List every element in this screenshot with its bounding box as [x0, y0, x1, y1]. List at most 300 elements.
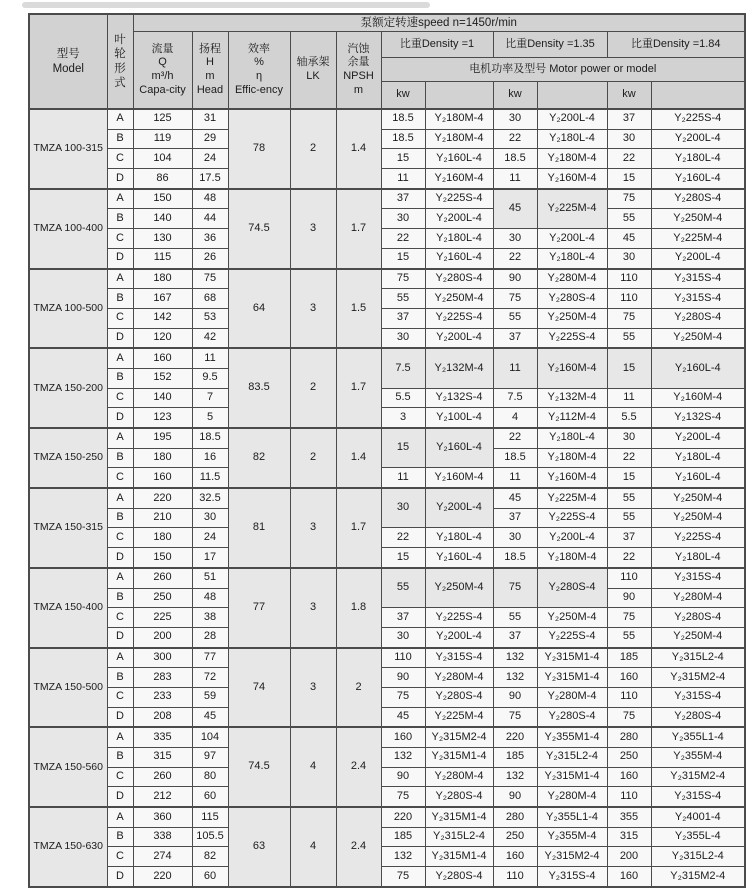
impeller-cell: A [107, 568, 133, 588]
impeller-cell: B [107, 668, 133, 688]
kw-header-3: kw [607, 82, 651, 110]
flow-cell: 119 [133, 129, 192, 149]
motor-model-cell: Y₂315M2-4 [651, 767, 745, 787]
model-cell: TMZA 150-560 [29, 727, 107, 807]
motor-model-cell: Y₂180L-4 [537, 428, 607, 448]
flow-cell: 120 [133, 328, 192, 348]
col-header-impeller: 叶 轮 形 式 [107, 14, 133, 109]
model-cell: TMZA 150-630 [29, 807, 107, 887]
kw-cell: 37 [493, 627, 537, 647]
flow-cell: 225 [133, 608, 192, 628]
motor-model-cell: Y₂315M1-4 [425, 847, 493, 867]
head-cell: 42 [192, 328, 228, 348]
kw-cell: 30 [607, 129, 651, 149]
npsh-cell: 1.7 [336, 348, 381, 428]
motor-model-cell: Y₂200L-4 [425, 328, 493, 348]
kw-cell: 22 [493, 428, 537, 448]
kw-cell: 110 [607, 269, 651, 289]
kw-cell: 280 [493, 807, 537, 827]
impeller-cell: B [107, 209, 133, 229]
kw-cell: 11 [493, 169, 537, 189]
impeller-cell: C [107, 308, 133, 328]
kw-header-1: kw [381, 82, 425, 110]
kw-cell: 3 [381, 408, 425, 428]
motor-model-cell: Y₂200L-4 [651, 248, 745, 268]
kw-cell: 22 [493, 129, 537, 149]
kw-cell: 15 [381, 428, 425, 468]
table-row [29, 608, 745, 628]
motor-model-cell: Y₂225S-4 [537, 627, 607, 647]
motor-model-cell: Y₂160M-4 [651, 388, 745, 408]
kw-cell: 11 [493, 468, 537, 488]
table-row [29, 209, 745, 229]
kw-cell: 160 [607, 867, 651, 887]
efficiency-cell: 78 [228, 109, 290, 189]
kw-cell: 7.5 [493, 388, 537, 408]
flow-cell: 283 [133, 668, 192, 688]
table-row [29, 269, 745, 289]
motor-model-cell: Y₂315L2-4 [537, 748, 607, 768]
motor-model-cell: Y₂225M-4 [537, 488, 607, 508]
bearing-cell: 3 [290, 568, 336, 648]
bearing-cell: 3 [290, 189, 336, 269]
head-cell: 82 [192, 847, 228, 867]
motor-model-cell: Y₂225S-4 [651, 528, 745, 548]
motor-model-cell: Y₂200L-4 [425, 627, 493, 647]
motor-model-cell: Y₂315M1-4 [537, 767, 607, 787]
head-cell: 17.5 [192, 169, 228, 189]
kw-cell: 132 [381, 748, 425, 768]
col-header-bearing: 轴承架 LK [290, 32, 336, 110]
motor-model-cell: Y₂225S-4 [425, 308, 493, 328]
head-cell: 29 [192, 129, 228, 149]
bearing-cell: 3 [290, 648, 336, 728]
table-row [29, 807, 745, 827]
kw-cell: 7.5 [381, 348, 425, 388]
head-cell: 104 [192, 727, 228, 747]
kw-cell: 55 [381, 568, 425, 608]
impeller-cell: C [107, 149, 133, 169]
motor-model-cell: Y₂180M-4 [537, 548, 607, 568]
table-row [29, 289, 745, 309]
kw-cell: 110 [607, 289, 651, 309]
motor-model-cell: Y₂180L-4 [537, 129, 607, 149]
npsh-cell: 2.4 [336, 807, 381, 887]
table-row [29, 328, 745, 348]
kw-cell: 30 [607, 428, 651, 448]
motor-model-cell: Y₂225M-4 [651, 229, 745, 249]
table-row [29, 428, 745, 448]
npsh-cell: 2.4 [336, 727, 381, 807]
motor-model-cell: Y₂132S-4 [425, 388, 493, 408]
kw-cell: 4 [493, 408, 537, 428]
motor-model-cell: Y₂160L-4 [651, 348, 745, 388]
kw-cell: 185 [607, 648, 651, 668]
table-row [29, 189, 745, 209]
head-cell: 32.5 [192, 488, 228, 508]
kw-cell: 15 [381, 149, 425, 169]
motor-model-cell: Y₂132M-4 [537, 388, 607, 408]
kw-cell: 45 [381, 707, 425, 727]
flow-cell: 115 [133, 248, 192, 268]
motor-model-cell: Y₂180L-4 [425, 229, 493, 249]
pump-specs-table [28, 13, 746, 888]
efficiency-cell: 82 [228, 428, 290, 488]
impeller-cell: A [107, 109, 133, 129]
kw-cell: 160 [607, 668, 651, 688]
flow-cell: 195 [133, 428, 192, 448]
col-header-density-1: 比重Density =1 [381, 32, 493, 58]
motor-model-cell: Y₂250M-4 [425, 289, 493, 309]
head-cell: 24 [192, 149, 228, 169]
motor-model-cell: Y₂160L-4 [651, 169, 745, 189]
motor-model-cell: Y₂280S-4 [651, 189, 745, 209]
motor-model-cell: Y₂4001-4 [651, 807, 745, 827]
kw-cell: 37 [381, 308, 425, 328]
table-row [29, 707, 745, 727]
impeller-cell: A [107, 348, 133, 368]
motor-model-cell: Y₂280S-4 [425, 269, 493, 289]
kw-cell: 55 [607, 508, 651, 528]
kw-cell: 37 [493, 328, 537, 348]
kw-cell: 160 [493, 847, 537, 867]
kw-header-2: kw [493, 82, 537, 110]
kw-cell: 250 [607, 748, 651, 768]
motor-model-cell: Y₂280S-4 [651, 707, 745, 727]
table-row [29, 109, 745, 129]
head-cell: 31 [192, 109, 228, 129]
bearing-cell: 2 [290, 109, 336, 189]
col-header-efficiency: 效率 % η Effic-ency [228, 32, 290, 110]
motor-model-cell: Y₂160L-4 [425, 428, 493, 468]
flow-cell: 220 [133, 488, 192, 508]
kw-cell: 45 [493, 488, 537, 508]
flow-cell: 315 [133, 748, 192, 768]
motor-model-cell: Y₂355M1-4 [537, 727, 607, 747]
kw-cell: 75 [381, 687, 425, 707]
kw-cell: 22 [381, 528, 425, 548]
motor-model-cell: Y₂280S-4 [651, 608, 745, 628]
motor-model-header-3 [651, 82, 745, 110]
impeller-cell: B [107, 368, 133, 388]
motor-model-cell: Y₂132S-4 [651, 408, 745, 428]
flow-cell: 208 [133, 707, 192, 727]
motor-model-cell: Y₂280M-4 [537, 787, 607, 807]
kw-cell: 185 [493, 748, 537, 768]
impeller-cell: A [107, 269, 133, 289]
motor-model-cell: Y₂355L-4 [651, 827, 745, 847]
model-cell: TMZA 100-500 [29, 269, 107, 349]
flow-cell: 200 [133, 627, 192, 647]
motor-model-cell: Y₂250M-4 [651, 508, 745, 528]
motor-model-cell: Y₂225M-4 [537, 189, 607, 229]
head-cell: 24 [192, 528, 228, 548]
efficiency-cell: 74 [228, 648, 290, 728]
motor-model-cell: Y₂280S-4 [425, 687, 493, 707]
npsh-cell: 1.7 [336, 488, 381, 568]
flow-cell: 260 [133, 767, 192, 787]
impeller-cell: B [107, 448, 133, 468]
kw-cell: 30 [381, 328, 425, 348]
kw-cell: 90 [607, 588, 651, 608]
impeller-cell: C [107, 608, 133, 628]
head-cell: 16 [192, 448, 228, 468]
kw-cell: 11 [381, 468, 425, 488]
kw-cell: 5.5 [381, 388, 425, 408]
col-header-density-184: 比重Density =1.84 [607, 32, 745, 58]
motor-model-cell: Y₂280M-4 [537, 269, 607, 289]
table-row [29, 847, 745, 867]
flow-cell: 250 [133, 588, 192, 608]
motor-model-cell: Y₂355M-4 [651, 748, 745, 768]
header-row-density [29, 32, 745, 58]
head-cell: 97 [192, 748, 228, 768]
motor-model-cell: Y₂280M-4 [537, 687, 607, 707]
flow-cell: 152 [133, 368, 192, 388]
impeller-cell: A [107, 488, 133, 508]
flow-cell: 125 [133, 109, 192, 129]
impeller-cell: A [107, 727, 133, 747]
npsh-cell: 1.5 [336, 269, 381, 349]
kw-cell: 30 [381, 488, 425, 528]
kw-cell: 75 [381, 867, 425, 887]
kw-cell: 45 [607, 229, 651, 249]
head-cell: 51 [192, 568, 228, 588]
motor-model-cell: Y₂250M-4 [425, 568, 493, 608]
kw-cell: 75 [607, 308, 651, 328]
kw-cell: 55 [381, 289, 425, 309]
kw-cell: 5.5 [607, 408, 651, 428]
kw-cell: 22 [381, 229, 425, 249]
head-cell: 5 [192, 408, 228, 428]
table-row [29, 528, 745, 548]
model-cell: TMZA 150-200 [29, 348, 107, 428]
motor-model-cell: Y₂180M-4 [425, 109, 493, 129]
motor-model-cell: Y₂315M1-4 [425, 807, 493, 827]
model-cell: TMZA 150-250 [29, 428, 107, 488]
table-row [29, 727, 745, 747]
kw-cell: 37 [493, 508, 537, 528]
flow-cell: 212 [133, 787, 192, 807]
kw-cell: 37 [607, 528, 651, 548]
model-cell: TMZA 150-500 [29, 648, 107, 728]
flow-cell: 130 [133, 229, 192, 249]
motor-model-cell: Y₂280S-4 [537, 707, 607, 727]
bearing-cell: 3 [290, 488, 336, 568]
model-cell: TMZA 150-315 [29, 488, 107, 568]
kw-cell: 75 [381, 787, 425, 807]
kw-cell: 250 [493, 827, 537, 847]
col-header-density-135: 比重Density =1.35 [493, 32, 607, 58]
kw-cell: 22 [607, 548, 651, 568]
motor-model-cell: Y₂315M1-4 [537, 648, 607, 668]
flow-cell: 220 [133, 867, 192, 887]
head-cell: 36 [192, 229, 228, 249]
bearing-cell: 3 [290, 269, 336, 349]
impeller-cell: D [107, 248, 133, 268]
flow-cell: 150 [133, 548, 192, 568]
impeller-cell: D [107, 328, 133, 348]
kw-cell: 30 [381, 209, 425, 229]
impeller-cell: A [107, 428, 133, 448]
kw-cell: 280 [607, 727, 651, 747]
flow-cell: 180 [133, 269, 192, 289]
kw-cell: 55 [607, 328, 651, 348]
model-cell: TMZA 150-400 [29, 568, 107, 648]
impeller-cell: D [107, 707, 133, 727]
flow-cell: 300 [133, 648, 192, 668]
head-cell: 60 [192, 867, 228, 887]
motor-model-cell: Y₂180L-4 [425, 528, 493, 548]
table-row [29, 468, 745, 488]
efficiency-cell: 74.5 [228, 727, 290, 807]
kw-cell: 30 [493, 229, 537, 249]
kw-cell: 18.5 [381, 129, 425, 149]
table-row [29, 787, 745, 807]
kw-cell: 90 [381, 668, 425, 688]
motor-model-cell: Y₂200L-4 [651, 129, 745, 149]
motor-model-cell: Y₂180L-4 [537, 248, 607, 268]
col-header-flow: 流量 Q m³/h Capa-city [133, 32, 192, 110]
impeller-cell: D [107, 867, 133, 887]
kw-cell: 15 [607, 468, 651, 488]
kw-cell: 220 [493, 727, 537, 747]
table-row [29, 229, 745, 249]
flow-cell: 140 [133, 388, 192, 408]
kw-cell: 90 [493, 787, 537, 807]
motor-model-cell: Y₂225S-4 [537, 328, 607, 348]
motor-model-cell: Y₂315M1-4 [425, 748, 493, 768]
head-cell: 28 [192, 627, 228, 647]
table-row [29, 308, 745, 328]
col-header-npsh: 汽蚀 余量 NPSH m [336, 32, 381, 110]
motor-model-cell: Y₂250M-4 [651, 209, 745, 229]
table-row [29, 488, 745, 508]
table-row [29, 548, 745, 568]
kw-cell: 18.5 [493, 149, 537, 169]
head-cell: 115 [192, 807, 228, 827]
kw-cell: 55 [607, 488, 651, 508]
head-cell: 11 [192, 348, 228, 368]
kw-cell: 200 [607, 847, 651, 867]
npsh-cell: 1.7 [336, 189, 381, 269]
table-row [29, 408, 745, 428]
head-cell: 7 [192, 388, 228, 408]
kw-cell: 185 [381, 827, 425, 847]
motor-model-header-2 [537, 82, 607, 110]
kw-cell: 132 [493, 668, 537, 688]
impeller-cell: B [107, 748, 133, 768]
table-row [29, 169, 745, 189]
motor-model-cell: Y₂160L-4 [425, 548, 493, 568]
impeller-cell: D [107, 627, 133, 647]
motor-model-cell: Y₂200L-4 [425, 488, 493, 528]
model-cell: TMZA 100-400 [29, 189, 107, 269]
kw-cell: 132 [381, 847, 425, 867]
motor-model-cell: Y₂160M-4 [537, 169, 607, 189]
motor-model-cell: Y₂160M-4 [537, 468, 607, 488]
motor-model-cell: Y₂315L2-4 [651, 648, 745, 668]
kw-cell: 37 [607, 109, 651, 129]
impeller-cell: B [107, 827, 133, 847]
head-cell: 53 [192, 308, 228, 328]
motor-model-cell: Y₂250M-4 [537, 308, 607, 328]
flow-cell: 180 [133, 448, 192, 468]
flow-cell: 210 [133, 508, 192, 528]
kw-cell: 132 [493, 767, 537, 787]
motor-model-cell: Y₂250M-4 [537, 608, 607, 628]
npsh-cell: 1.8 [336, 568, 381, 648]
motor-model-cell: Y₂280S-4 [651, 308, 745, 328]
npsh-cell: 2 [336, 648, 381, 728]
motor-model-cell: Y₂250M-4 [651, 627, 745, 647]
table-row [29, 668, 745, 688]
head-cell: 80 [192, 767, 228, 787]
head-cell: 60 [192, 787, 228, 807]
motor-model-cell: Y₂225M-4 [425, 707, 493, 727]
efficiency-cell: 77 [228, 568, 290, 648]
kw-cell: 45 [493, 189, 537, 229]
kw-cell: 11 [607, 388, 651, 408]
flow-cell: 104 [133, 149, 192, 169]
head-cell: 48 [192, 189, 228, 209]
impeller-cell: D [107, 787, 133, 807]
motor-model-cell: Y₂100L-4 [425, 408, 493, 428]
kw-cell: 75 [493, 707, 537, 727]
flow-cell: 274 [133, 847, 192, 867]
motor-model-cell: Y₂315M2-4 [425, 727, 493, 747]
kw-cell: 75 [381, 269, 425, 289]
flow-cell: 160 [133, 348, 192, 368]
kw-cell: 18.5 [381, 109, 425, 129]
bearing-cell: 4 [290, 807, 336, 887]
head-cell: 18.5 [192, 428, 228, 448]
motor-model-cell: Y₂180M-4 [537, 149, 607, 169]
kw-cell: 110 [493, 867, 537, 887]
impeller-cell: C [107, 528, 133, 548]
bearing-cell: 2 [290, 348, 336, 428]
motor-model-cell: Y₂200L-4 [537, 109, 607, 129]
kw-cell: 15 [607, 169, 651, 189]
head-cell: 59 [192, 687, 228, 707]
kw-cell: 160 [607, 767, 651, 787]
head-cell: 77 [192, 648, 228, 668]
kw-cell: 37 [381, 608, 425, 628]
motor-model-cell: Y₂315M2-4 [651, 668, 745, 688]
motor-model-cell: Y₂315M2-4 [651, 867, 745, 887]
kw-cell: 90 [493, 269, 537, 289]
head-cell: 105.5 [192, 827, 228, 847]
head-cell: 26 [192, 248, 228, 268]
kw-cell: 75 [607, 608, 651, 628]
motor-model-cell: Y₂315L2-4 [425, 827, 493, 847]
motor-model-cell: Y₂200L-4 [537, 229, 607, 249]
head-cell: 9.5 [192, 368, 228, 388]
motor-model-cell: Y₂315M2-4 [537, 847, 607, 867]
motor-model-header-1 [425, 82, 493, 110]
kw-cell: 11 [493, 348, 537, 388]
kw-cell: 355 [607, 807, 651, 827]
kw-cell: 30 [607, 248, 651, 268]
motor-model-cell: Y₂315L2-4 [651, 847, 745, 867]
kw-cell: 15 [607, 348, 651, 388]
efficiency-cell: 83.5 [228, 348, 290, 428]
impeller-cell: B [107, 129, 133, 149]
impeller-cell: D [107, 169, 133, 189]
head-cell: 45 [192, 707, 228, 727]
motor-model-cell: Y₂180M-4 [537, 448, 607, 468]
impeller-cell: B [107, 588, 133, 608]
